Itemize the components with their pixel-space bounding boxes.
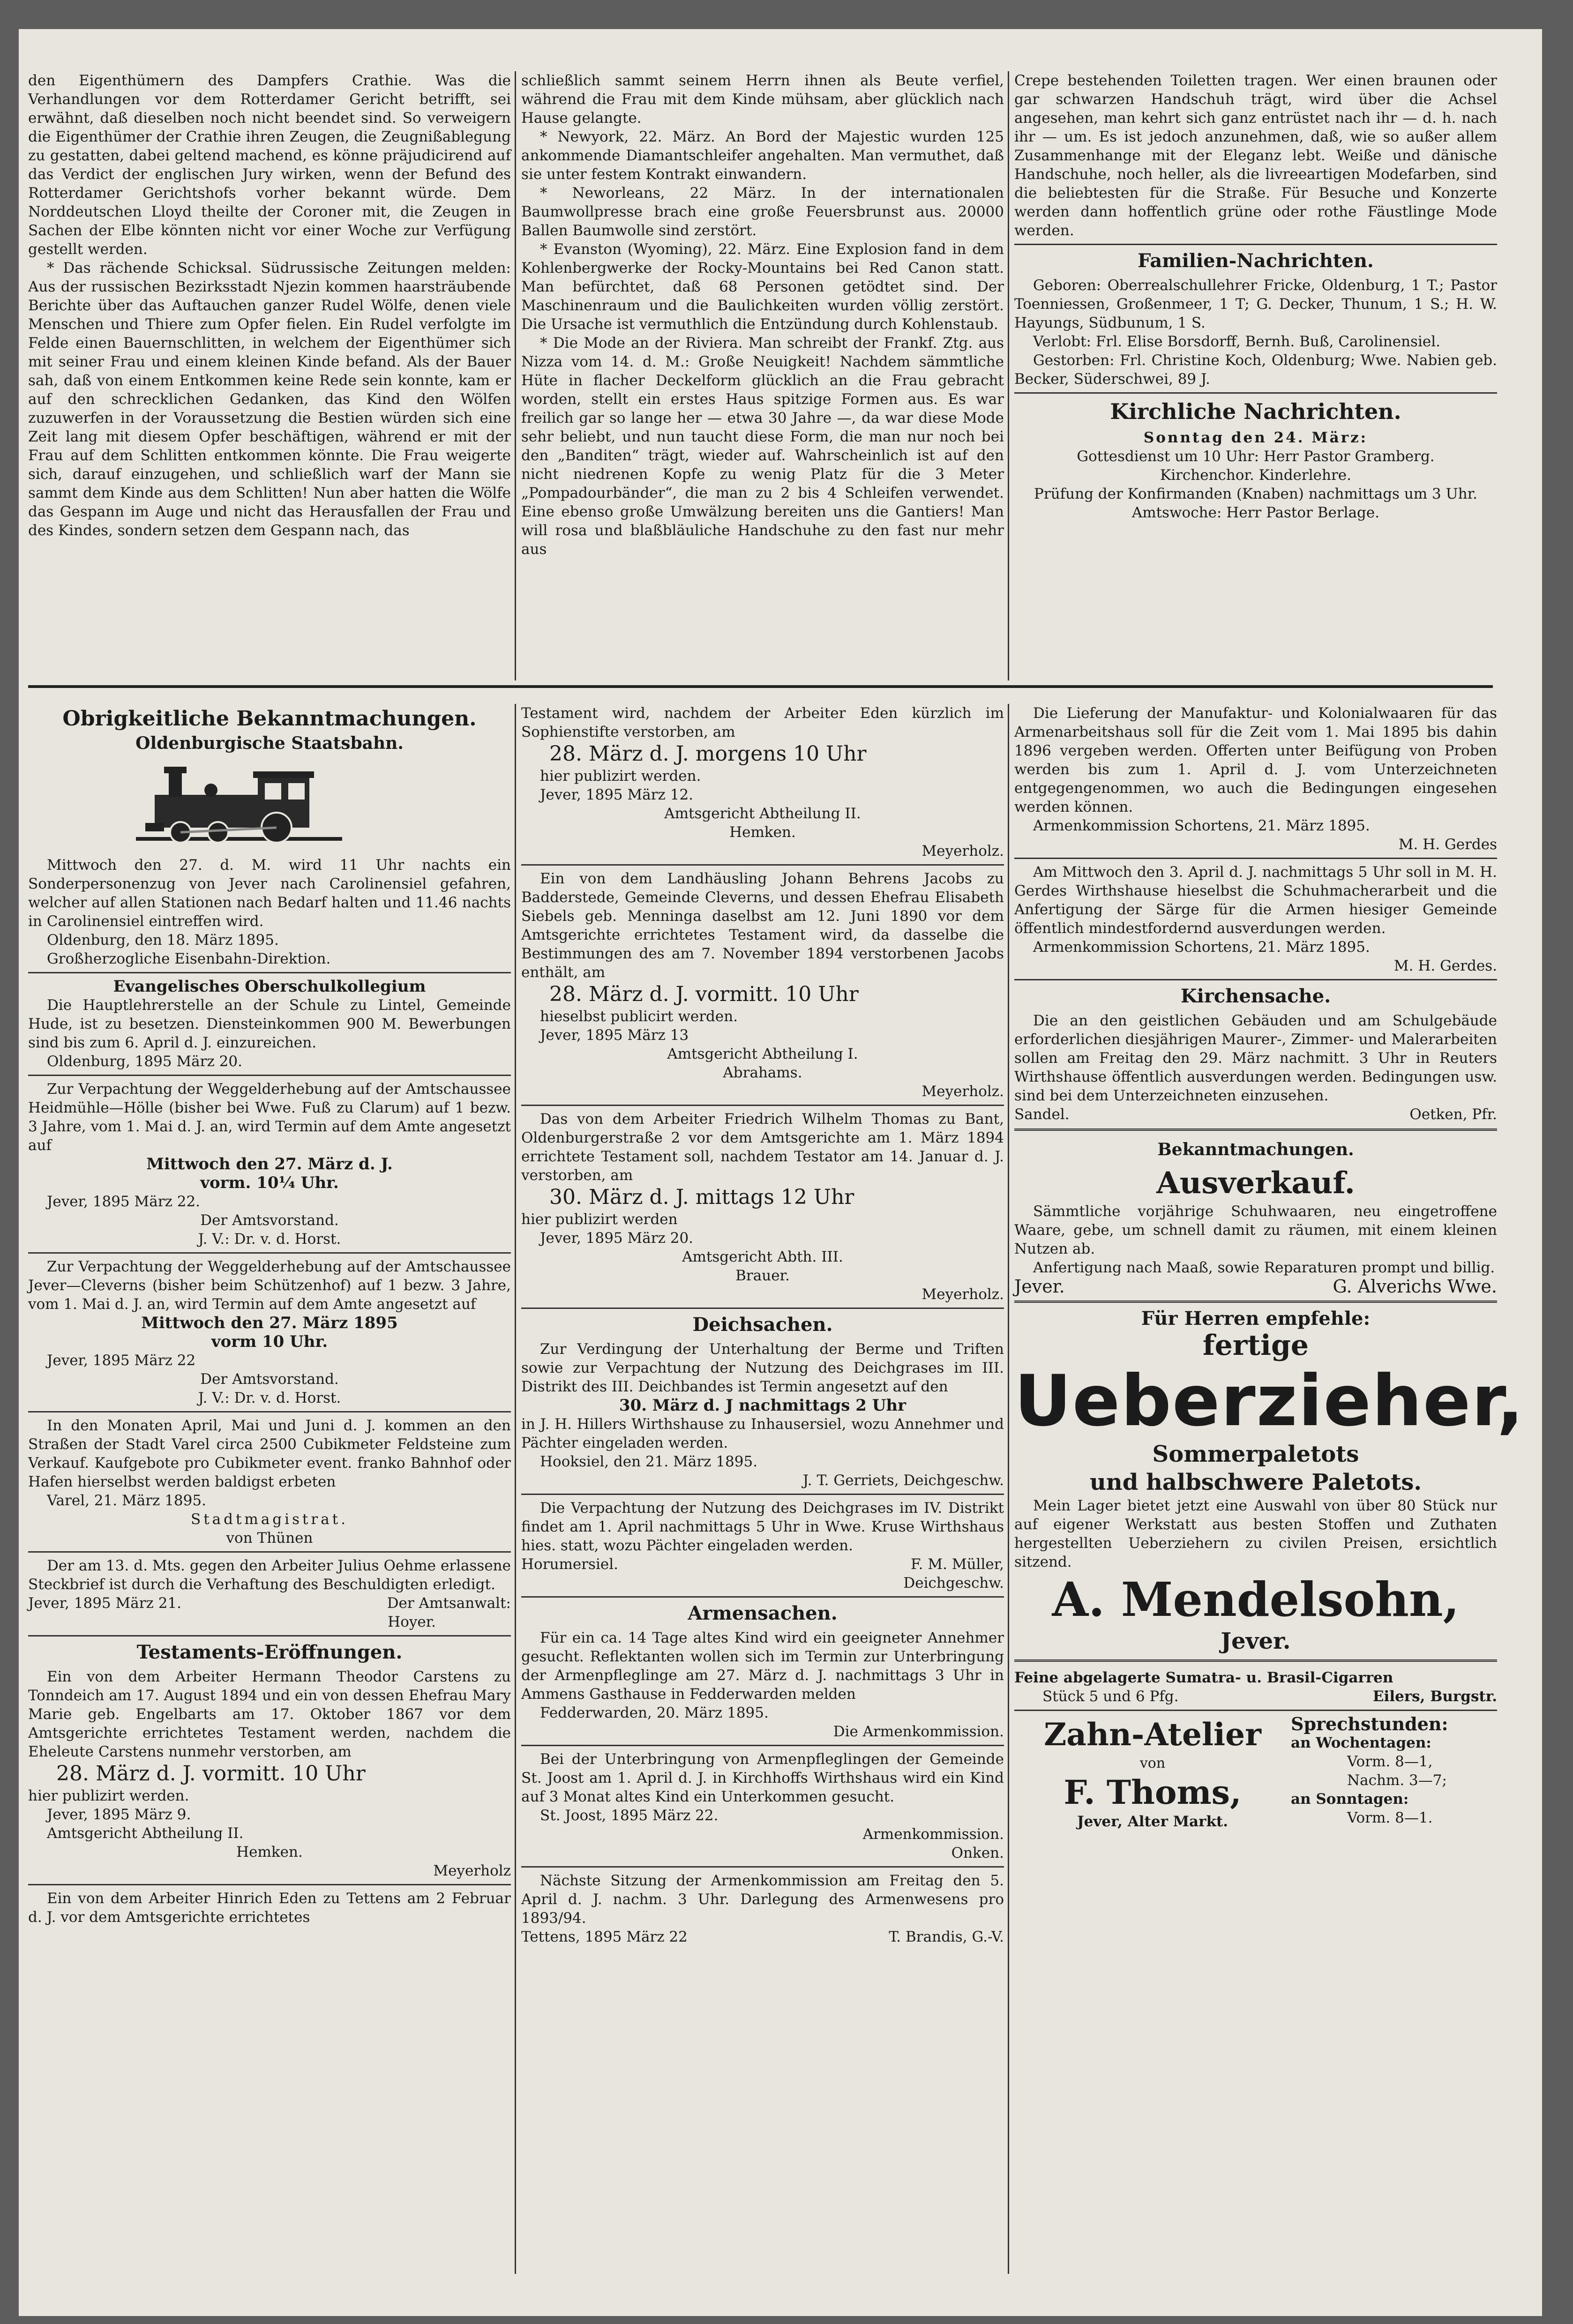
kirchensache-place: Sandel. [1014,1106,1070,1123]
thomas-testament-after: hier publizirt werden [521,1211,678,1228]
newyork-article: * Newyork, 22. März. An Bord der Majestic wurden 125 ankommende Diamantschleifer angehalten. Man vermuthet, daß sie unter festem Kontrakt einwandern. [521,128,1004,183]
locomotive-icon [136,757,342,851]
deichgras-sign-title: Deichgeschw. [903,1575,1004,1592]
testament-1-text: Ein von dem Arbeiter Hermann Theodor Carstens zu Tonndeich am 17. August 1894 und ein von dessen Ehefrau Mary Marie geb. Engelbarts am 17. Oktober 1867 vor dem Amtsgerichte errichtetes Testament werden, nachdem die Eheleute Carstens nunmehr verstorben, am [28,1668,511,1760]
mode-article: * Die Mode an der Riviera. Man schreibt der Frankf. Ztg. aus Nizza vom 14. d. M.: Große Neuigkeit! Nachdem sämmtliche Hüte in flacher Deckelform glücklich an die Frau gebracht worden, stellt ein erstes Haus spitzige Formen aus. Es war freilich gar so lange her — etwa 30 Jahre —, da war diese Mode sehr beliebt, und nun taucht diese Form, die man nur noch bei den „Banditen“ trägt, wieder auf. Wahrscheinlich ist auf den nicht niedrenen Kopfe zu wenig Platz für die 3 Meter „Pompadourbänder“, die man zu 2 bis 4 Schleifen verwendet. Eine ebenso große Umwälzung bereiten uns die Gantiers! Man will rosa und blaßbläuliche Handschuhe zu den fast nur mehr aus [521,335,1004,558]
obrigkeit-header: Obrigkeitliche Bekanntmachungen. [62,707,477,731]
armen-3-sign: T. Brandis, G.-V. [889,1928,1004,1945]
familien-verlobt: Verlobt: Frl. Elise Borsdorff, Bernh. Buß, Carolinensiel. [1033,333,1440,350]
sommerpaletots-headline: Sommerpaletots [1152,1441,1359,1467]
zahn-atelier-ad [1014,1715,1497,1831]
thoms-name: F. Thoms, [1064,1773,1242,1812]
column-rule [1008,704,1009,2274]
weggeld-1-date: Jever, 1895 März 22. [47,1193,201,1210]
deich-title: Deichsachen. [692,1314,833,1336]
ausverkauf-sign: G. Alverichs Wwe. [1333,1276,1497,1297]
kirchlich-line: Gottesdienst um 10 Uhr: Herr Pastor Gramberg. [1077,448,1435,465]
feldsteine-text: In den Monaten April, Mai und Juni d. J. kommen an den Straßen der Stadt Varel circa 2500 Cubikmeter Feldsteine zum Verkauf. Kaufgebote pro Cubikmeter event. franko Bahnhof oder Hafen hierselbst werden baldigst erbeten [28,1417,511,1490]
ausverkauf-text: Sämmtliche vorjährige Schuhwaaren, neu eingetroffene Waare, gebe, um schnell damit zu räumen, mit einem kleinen Nutzen ab. [1014,1203,1497,1257]
cigarren-headline: Feine abgelagerte Sumatra- u. Brasil-Cigarren [1014,1669,1393,1686]
weggeld-2-time: vorm 10 Uhr. [211,1332,328,1351]
bottom-column-3 [1014,704,1525,1831]
eden-testament-text: Testament wird, nachdem der Arbeiter Eden kürzlich im Sophienstifte verstorben, am [521,705,1004,740]
testament-1-after: hier publizirt werden. [28,1787,189,1804]
kirchlich-title: Kirchliche Nachrichten. [1110,399,1401,424]
steckbrief-office: Der Amtsanwalt: [387,1595,511,1612]
deich-text: Zur Verdingung der Unterhaltung der Berme und Triften sowie zur Verpachtung der Nutzung des Deichgrases im III. Distrikt des III. Deichbandes ist Termin angesetzt auf den [521,1341,1004,1395]
thoms-address: Jever, Alter Markt. [1077,1813,1228,1830]
eden-testament-sign: Meyerholz. [921,843,1004,859]
sprechstunden-title: Sprechstunden: [1291,1713,1448,1734]
familien-title: Familien-Nachrichten. [1138,250,1374,272]
feldsteine-office: Stadtmagistrat. [190,1511,349,1528]
armen-title: Armensachen. [688,1602,838,1624]
kirchlich-sonntag: Sonntag den 24. März: [1143,429,1368,446]
thomas-testament-court: Amtsgericht Abth. III. [682,1248,843,1265]
sprech-wochentage: an Wochentagen: [1291,1734,1431,1751]
schicksal-continued: schließlich sammt seinem Herrn ihnen als Beute verfiel, während die Frau mit dem Kinde mühsam, aber glücklich nach Hause gelangte. [521,72,1004,127]
familien-gestorben: Gestorben: Frl. Christine Koch, Oldenburg; Wwe. Nabien geb. Becker, Süderschwei, 89 J. [1014,352,1497,388]
familien-geboren: Geboren: Oberrealschullehrer Fricke, Oldenburg, 1 T.; Pastor Toenniessen, Großenmeer, 1 T; G. Decker, Thunum, 1 S.; H. W. Hayungs, Südbunum, 1 S. [1014,277,1497,331]
sprech-sonntage: an Sonntagen: [1291,1791,1409,1808]
lieferung-date: Armenkommission Schortens, 21. März 1895. [1033,817,1370,834]
section-divider [28,685,1493,688]
sonderzug-date: Oldenburg, den 18. März 1895. [47,932,279,949]
kirchlich-line: Amtswoche: Herr Pastor Berlage. [1131,504,1380,521]
armen-2-sign: Onken. [951,1845,1004,1861]
lieferung-sign: M. H. Gerdes [1398,836,1497,853]
oberschul-title: Evangelisches Oberschulkollegium [113,977,426,996]
sprech-nachm: Nachm. 3—7; [1347,1772,1447,1789]
jacobs-testament-sign: Meyerholz. [921,1083,1004,1100]
jacobs-testament-after: hieselbst publicirt werden. [540,1008,738,1025]
column-rule [515,704,516,2274]
armen-1-date: Fedderwarden, 20. März 1895. [540,1704,769,1721]
armen-1-sign: Die Armenkommission. [833,1723,1004,1740]
steckbrief-text: Der am 13. d. Mts. gegen den Arbeiter Julius Oehme erlassene Steckbrief ist durch die Verhaftung des Beschuldigten erledigt. [28,1557,511,1593]
ausverkauf-text-2: Anfertigung nach Maaß, sowie Reparaturen prompt und billig. [1033,1259,1495,1276]
feldsteine-date: Varel, 21. März 1895. [47,1492,206,1509]
eden-testament-date: Jever, 1895 März 12. [540,786,694,803]
armen-1-text: Für ein ca. 14 Tage altes Kind wird ein geeigneter Annehmer gesucht. Reflektanten wollen sich im Termin zur Unterbringung der Armenpfleglinge am 27. März d. J. nachmittags 3 Uhr in Ammens Gasthause in Fedderwarden melden [521,1629,1004,1703]
ausverkauf-headline: Ausverkauf. [1156,1166,1355,1201]
weggeld-2-text: Zur Verpachtung der Weggelderhebung auf der Amtschaussee Jever—Cleverns (bisher beim Schützenhof) auf 1 bezw. 3 Jahre, vom 1. Mai d. J. an, wird Termin auf dem Amte angesetzt auf [28,1258,511,1313]
kirchlich-line: Prüfung der Konfirmanden (Knaben) nachmittags um 3 Uhr. [1034,486,1477,502]
testament-title: Testaments-Eröffnungen. [136,1641,403,1663]
weggeld-2-date: Jever, 1895 März 22 [47,1352,196,1369]
jacobs-testament-text: Ein von dem Landhäusling Johann Behrens Jacobs zu Badderstede, Gemeinde Cleverns, und dessen Ehefrau Elisabeth Siebels geb. Menninga daselbst am 12. Juni 1890 vor dem Amtsgerichte errichtetes Testament wird, da dasselbe die Bestimmungen des am 7. November 1894 verstorbenen Jacobs enthält, am [521,870,1004,981]
armen-2-text: Bei der Unterbringung von Armenpfleglingen der Gemeinde St. Joost am 1. April d. J. in Kirchhoffs Wirthshaus wird ein Kind auf 3 Monat altes Kind ein Unterkommen gesucht. [521,1751,1004,1805]
kirchensache-title: Kirchensache. [1180,985,1331,1007]
ueberzieher-headline: Ueberzieher, [1014,1360,1525,1442]
top-column-1 [28,71,511,540]
oberschul-text: Die Hauptlehrerstelle an der Schule zu Lintel, Gemeinde Hude, ist zu besetzen. Diensteinkommen 900 M. Bewerbungen sind bis zum 6. April d. J. einzureichen. [28,997,511,1051]
zahn-von: von [1139,1755,1166,1771]
eden-testament-after: hier publizirt werden. [540,768,701,785]
thomas-testament-sign: Meyerholz. [921,1286,1004,1303]
paletots-headline: und halbschwere Paletots. [1089,1469,1422,1495]
zahn-atelier-headline: Zahn-Atelier [1044,1716,1261,1753]
sprech-vorm-1: Vorm. 8—1, [1347,1753,1433,1770]
schuhmacher-date: Armenkommission Schortens, 21. März 1895. [1033,939,1370,956]
steckbrief-sign: Hoyer. [388,1614,436,1630]
top-column-2 [521,71,1004,559]
mendelsohn-jever: Jever. [1221,1628,1291,1654]
herren-headline: Für Herren empfehle: [1141,1308,1371,1330]
mendelsohn-name: A. Mendelsohn, [1052,1572,1460,1627]
kirchlich-line: Kirchenchor. Kinderlehre. [1160,467,1351,484]
testament-1-sign: Meyerholz [433,1862,511,1879]
deich-sign: J. T. Gerriets, Deichgeschw. [802,1472,1004,1489]
armen-3-text: Nächste Sitzung der Armenkommission am Freitag den 5. April d. J. nachm. 3 Uhr. Darlegung des Armenwesens pro 1893/94. [521,1872,1004,1927]
kirchensache-sign: Oetken, Pfr. [1409,1106,1497,1123]
deichgras-text: Die Verpachtung der Nutzung des Deichgrases im IV. Distrikt findet am 1. April nachmittags 5 Uhr in Wwe. Kruse Wirthshaus hies. statt, wozu Pächter eingeladen werden. [521,1500,1004,1554]
deichgras-place: Horumersiel. [521,1556,618,1573]
thomas-testament-text: Das von dem Arbeiter Friedrich Wilhelm Thomas zu Bant, Oldenburgerstraße 2 vor dem Amtsgerichte am 1. März 1894 errichtete Testament soll, nachdem Testator am 14. Januar d. J. verstorben, am [521,1111,1004,1184]
testament-1-court: Amtsgericht Abtheilung II. [47,1825,244,1842]
deich-after: in J. H. Hillers Wirthshause zu Inhausersiel, wozu Annehmer und Pächter eingeladen werden. [521,1416,1004,1451]
armen-2-office: Armenkommission. [862,1826,1004,1843]
testament-1-termin: 28. März d. J. vormitt. 10 Uhr [56,1762,366,1786]
jacobs-testament-name: Abrahams. [723,1064,802,1081]
eden-testament-court: Amtsgericht Abtheilung II. [664,805,861,822]
evanston-article: * Evanston (Wyoming), 22. März. Eine Explosion fand in dem Kohlenbergwerke der Rocky-Mountains bei Red Canon statt. Man befürchtet, daß 68 Personen getödtet sind. Der Maschinenraum und die Baulichkeiten wurden völlig zerstört. Die Ursache ist vermuthlich die Entzündung durch Kohlenstaub. [521,241,1004,333]
weggeld-1-time: vorm. 10¼ Uhr. [200,1173,339,1192]
deich-termin: 30. März d. J nachmittags 2 Uhr [619,1396,906,1415]
testament-1-name: Hemken. [236,1844,303,1861]
newspaper-page [19,29,1542,2316]
crathie-article: den Eigenthümern des Dampfers Crathie. Was die Verhandlungen vor dem Rotterdamer Gericht betrifft, sei erwähnt, daß dieselben noch nicht beendet sind. So verweigern die Eigenthümer der Crathie ihren Zeugen, die Zeugnißablegung zu gestatten, dabei geltend machend, es könne präjudicirend auf das Verdict der englischen Jury wirken, wenn der Befund des Rotterdamer Gerichtshofs vorher bekannt würde. Dem Norddeutschen Lloyd theilte der Coroner mit, die Zeugen in Sachen der Elbe könnten nicht vor einer Woche zur Verfügung gestellt werden. [28,72,511,258]
cigarren-price: Stück 5 und 6 Pfg. [1042,1688,1179,1705]
weggeld-2-office: Der Amtsvorstand. [200,1371,339,1388]
testament-1-date: Jever, 1895 März 9. [47,1806,191,1823]
column-rule [1008,71,1009,680]
testament-2-text: Ein von dem Arbeiter Hinrich Eden zu Tettens am 2 Februar d. J. vor dem Amtsgerichte errichtetes [28,1890,511,1926]
armen-3-date: Tettens, 1895 März 22 [521,1928,688,1945]
deichgras-sign: F. M. Müller, [911,1556,1004,1573]
lager-text: Mein Lager bietet jetzt eine Auswahl von über 80 Stück nur auf eigener Werkstatt aus besten Stoffen und Zuthaten hergestellten Ueberziehern zu civilen Preisen, ersichtlich sitzend. [1014,1497,1497,1570]
thomas-testament-name: Brauer. [735,1267,790,1284]
staatsbahn-title: Oldenburgische Staatsbahn. [135,733,404,753]
kirchensache-text: Die an den geistlichen Gebäuden und am Schulgebäude erforderlichen diesjährigen Maurer-, Zimmer- und Malerarbeiten sollen am Freitag den 29. März nachmitt. 3 Uhr in Reuters Wirthshause öffentlich ausverdungen werden. Bedingungen usw. sind bei dem Unterzeichneten einzusehen. [1014,1012,1497,1104]
weggeld-2-sign: J. V.: Dr. v. d. Horst. [198,1390,341,1406]
fertige-headline: fertige [1202,1329,1309,1362]
weggeld-2-termin: Mittwoch den 27. März 1895 [141,1314,398,1332]
top-column-3 [1014,71,1497,522]
neworleans-article: * Neworleans, 22 März. In der internationalen Baumwollpresse brach eine große Feuersbrunst aus. 20000 Ballen Baumwolle sind zerstört. [521,185,1004,239]
weggeld-1-office: Der Amtsvorstand. [200,1212,339,1229]
weggeld-1-sign: J. V.: Dr. v. d. Horst. [198,1231,341,1248]
weggeld-1-text: Zur Verpachtung der Weggelderhebung auf der Amtschaussee Heidmühle—Hölle (bisher bei Wwe. Fuß zu Clarum) auf 1 bezw. 3 Jahre, vom 1. Mai d. J. an, wird Termin auf dem Amte angesetzt auf [28,1081,511,1154]
cigarren-sign: Eilers, Burgstr. [1372,1688,1497,1705]
thomas-testament-date: Jever, 1895 März 20. [540,1230,694,1247]
weggeld-1-termin: Mittwoch den 27. März d. J. [146,1155,393,1173]
schicksal-article: * Das rächende Schicksal. Südrussische Zeitungen melden: Aus der russischen Bezirksstadt Njezin kommen haarsträubende Berichte über das Auftauchen ganzer Rudel Wölfe, denen viele Menschen und Thiere zum Opfer fielen. Ein Rudel verfolgte im Felde einen Bauernschlitten, in welchem der Eigenthümer sich mit seiner Frau und einem kleinen Kinde befand. Als der Bauer sah, daß von einem Entkommen keine Rede sein konnte, kam er auf den schrecklichen Gedanken, das Kind den Wölfen zuzuwerfen in der Voraussetzung die Bestien würden sich eine Zeit lang mit diesem Opfer beschäftigen, während er mit der Frau auf dem Schlitten entkommen könnte. Die Frau weigerte sich, darauf einzugehen, und schließlich warf der Mann sie sammt dem Kinde aus dem Schlitten! Nun aber hatten die Wölfe das Gespann im Auge und nicht das Herausfallen der Frau und des Kindes, sondern setzen dem Gespann nach, das [28,260,511,539]
column-rule [515,71,516,680]
deich-date: Hooksiel, den 21. März 1895. [540,1453,758,1470]
mode-continued: Crepe bestehenden Toiletten tragen. Wer einen braunen oder gar schwarzen Handschuh trägt, wird über die Achsel angesehen, man kehrt sich ganz entrüstet nach ihr — d. h. nach ihr — um. Es ist jedoch anzunehmen, daß, wie so außer allem Zusammenhange mit der Eleganz lebt. Weiße und dänische Handschuhe, noch heller, als die livreeartigen Modefarben, sind die beliebtesten für die Straße. Für Besuche und Konzerte werden dann hoffentlich grüne oder rothe Fäustlinge Mode werden. [1014,72,1497,239]
schuhmacher-text: Am Mittwoch den 3. April d. J. nachmittags 5 Uhr soll in M. H. Gerdes Wirthshause hieselbst die Schuhmacherarbeit und die Anfertigung der Särge für die Armen hiesiger Gemeinde öffentlich mindestfordernd ausverdungen werden. [1014,864,1497,937]
bottom-column-1 [28,704,511,1927]
jacobs-testament-termin: 28. März d. J. vormitt. 10 Uhr [549,982,859,1006]
jacobs-testament-court: Amtsgericht Abtheilung I. [667,1046,858,1062]
sonderzug-text: Mittwoch den 27. d. M. wird 11 Uhr nachts ein Sonderpersonenzug von Jever nach Carolinensiel gefahren, welcher auf allen Stationen nach Bedarf halten und 11.46 nachts in Carolinensiel eintreffen wird. [28,857,511,930]
eden-testament-name: Hemken. [729,824,796,841]
bekanntmachungen-title: Bekanntmachungen. [1157,1140,1354,1159]
schuhmacher-sign: M. H. Gerdes. [1393,957,1497,974]
sonderzug-sign: Großherzogliche Eisenbahn-Direktion. [47,950,331,967]
steckbrief-date: Jever, 1895 März 21. [28,1595,182,1612]
jacobs-testament-date: Jever, 1895 März 13 [540,1027,689,1044]
ausverkauf-place: Jever. [1014,1276,1065,1297]
lieferung-text: Die Lieferung der Manufaktur- und Kolonialwaaren für das Armenarbeitshaus soll für die Zeit vom 1. Mai 1895 bis dahin 1896 vergeben werden. Offerten unter Beifügung von Proben werden bis zum 1. April d. J. vom Unterzeichneten entgegengenommen, wo auch die Bedingungen eingesehen werden können. [1014,705,1497,815]
thomas-testament-termin: 30. März d. J. mittags 12 Uhr [549,1185,854,1209]
feldsteine-sign: von Thünen [226,1530,313,1547]
armen-2-date: St. Joost, 1895 März 22. [540,1807,719,1824]
oberschul-date: Oldenburg, 1895 März 20. [47,1053,242,1070]
bottom-column-2 [521,704,1004,1946]
eden-testament-termin: 28. März d. J. morgens 10 Uhr [549,742,867,766]
sprech-vorm-2: Vorm. 8—1. [1347,1809,1433,1826]
